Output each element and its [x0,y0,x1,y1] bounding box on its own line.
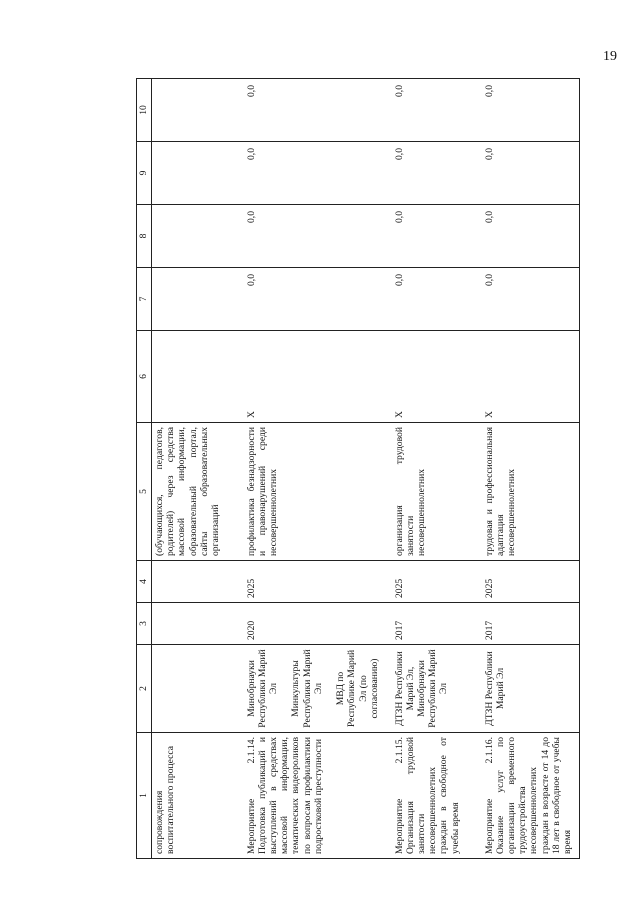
col-header-4: 4 [137,561,152,603]
col-header-10: 10 [137,79,152,142]
value-cell: 0,0 [392,142,482,205]
col-header-8: 8 [137,205,152,268]
start-year-cell: 2017 [392,603,482,645]
table-row [482,79,580,859]
mark-cell: X [482,331,580,423]
end-year-cell: 2025 [482,561,580,603]
result-cell: профилактика безнадзорности и правонарушений среди несовершеннолетних [244,423,392,561]
table-row [244,79,392,859]
executor-cell: ДТЗН Республики Марий Эл [482,645,580,733]
end-year-cell: 2025 [392,561,482,603]
start-year-cell [152,603,244,645]
col-header-6: 6 [137,331,152,423]
column-number-row [137,79,152,859]
rotated-table-container [136,22,573,884]
col-header-3: 3 [137,603,152,645]
value-cell: 0,0 [392,205,482,268]
table-row [152,79,244,859]
col-header-5: 5 [137,423,152,561]
value-cell [152,268,244,331]
value-cell [152,79,244,142]
value-cell: 0,0 [482,79,580,142]
page-number: 19 [603,49,617,64]
value-cell: 0,0 [482,268,580,331]
result-cell: трудовая и профессиональная адаптация несовершеннолетних [482,423,580,561]
result-cell: (обучающихся, педагогов, родителей) через средства массовой информации, образовательный портал, сайты образовательных организаций [152,423,244,561]
activity-cell: Мероприятие 2.1.16. Оказание услуг по организации временного трудоустройства несовершеннолетних граждан в возрасте от 14 до 18 лет в свободное от учебы время [482,733,580,859]
executor-cell: Минобрнауки Республики Марий Эл Минкультуры Республики Марий Эл МВД по Республике Марий Эл (по согласованию) [244,645,392,733]
activity-cell: Мероприятие 2.1.15. Организация трудовой занятости несовершеннолетних граждан в свободное от учебы время [392,733,482,859]
col-header-1: 1 [137,733,152,859]
col-header-2: 2 [137,645,152,733]
activity-cell: сопровождения воспитательного процесса [152,733,244,859]
result-cell: организация трудовой занятости несовершеннолетних [392,423,482,561]
value-cell: 0,0 [392,79,482,142]
value-cell: 0,0 [482,142,580,205]
start-year-cell: 2017 [482,603,580,645]
executor-cell: ДТЗН Республики Марий Эл, Минобрнауки Республики Марий Эл [392,645,482,733]
start-year-cell: 2020 [244,603,392,645]
col-header-9: 9 [137,142,152,205]
value-cell: 0,0 [244,142,392,205]
table-row [392,79,482,859]
program-activities-table [136,78,580,859]
activity-cell: Мероприятие 2.1.14. Подготовка публикаций и выступлений в средствах массовой информации, тематических видеороликов по вопросам профилактики подростковой преступности [244,733,392,859]
value-cell: 0,0 [244,268,392,331]
executor-cell [152,645,244,733]
value-cell: 0,0 [392,268,482,331]
value-cell: 0,0 [244,205,392,268]
mark-cell: X [244,331,392,423]
col-header-7: 7 [137,268,152,331]
mark-cell: X [392,331,482,423]
mark-cell [152,331,244,423]
value-cell [152,205,244,268]
value-cell: 0,0 [482,205,580,268]
end-year-cell: 2025 [244,561,392,603]
value-cell [152,142,244,205]
end-year-cell [152,561,244,603]
value-cell: 0,0 [244,79,392,142]
